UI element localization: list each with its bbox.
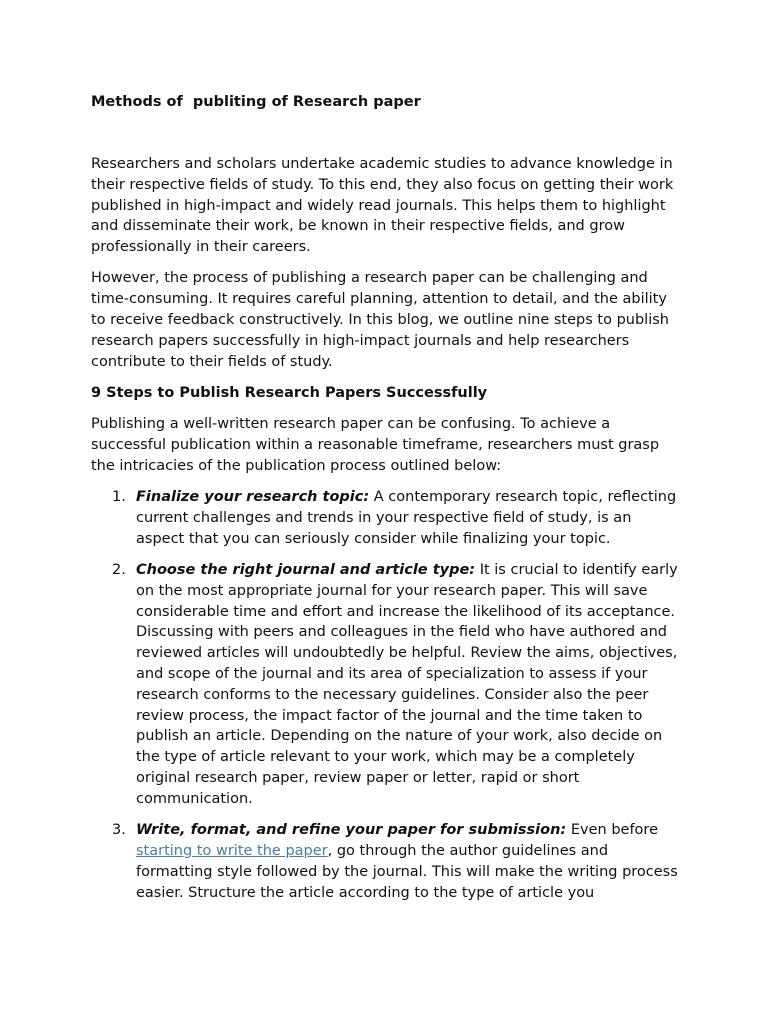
intro-paragraph-2: However, the process of publishing a research paper can be challenging and time-consuming. It requires careful planning, attention to detail, and the ability to receive feedback constructively. In this blog, we outline nine steps to publish research papers successfully in high-impact journals and help researchers contribute to their fields of study. <box>91 270 669 370</box>
document-body <box>91 154 681 914</box>
intro-paragraph-1: Researchers and scholars undertake academic studies to advance knowledge in their respective fields of study. To this end, they also focus on getting their work published in high-impact and widely read journals. This helps them to highlight and disseminate their work, be known in their respective fields, and grow professionally in their careers. <box>91 156 674 256</box>
step-title: Write, format, and refine your paper for submission: <box>136 822 567 839</box>
step-number: 1. <box>112 489 126 506</box>
step-text-after-link: , go through the author guidelines and formatting style followed by the journal. This will make the writing process easier. Structure the article according to the type of article you <box>136 842 678 901</box>
step-text: A contemporary research topic, reflecting current challenges and trends in your respective field of study, is an aspect that you can seriously consider while finalizing your topic. <box>136 489 677 547</box>
document-title: Methods of publiting of Research paper <box>91 94 421 110</box>
section-intro: Publishing a well-written research paper can be confusing. To achieve a successful publication within a reasonable timeframe, researchers must grasp the intricacies of the publication process outlined below: <box>91 416 660 474</box>
section-heading: 9 Steps to Publish Research Papers Successfully <box>91 384 488 401</box>
step-number: 2. <box>112 562 126 579</box>
step-text-before-link: Even before <box>566 822 658 839</box>
step-title: Finalize your research topic: <box>136 489 370 506</box>
list-item-step-3 <box>91 820 681 903</box>
list-item-step-2 <box>91 560 681 810</box>
steps-list <box>91 487 681 903</box>
step-number: 3. <box>112 822 126 839</box>
list-item-step-1 <box>91 487 681 549</box>
starting-to-write-link[interactable]: starting to write the paper <box>136 842 328 859</box>
step-text: It is crucial to identify early on the most appropriate journal for your research paper. This will save considerable time and effort and increase the likelihood of its acceptance. Discussing with peers and colleagues in the field who have authored and reviewed articles will undoubtedly be helpful. Review the aims, objectives, and scope of the journal and its area of specialization to assess if your research conforms to the necessary guidelines. Consider also the peer review process, the impact factor of the journal and the time taken to publish an article. Depending on the nature of your work, also decide on the type of article relevant to your work, which may be a completely original research paper, review paper or letter, rapid or short communication. <box>136 562 678 807</box>
step-title: Choose the right journal and article type: <box>136 562 476 579</box>
